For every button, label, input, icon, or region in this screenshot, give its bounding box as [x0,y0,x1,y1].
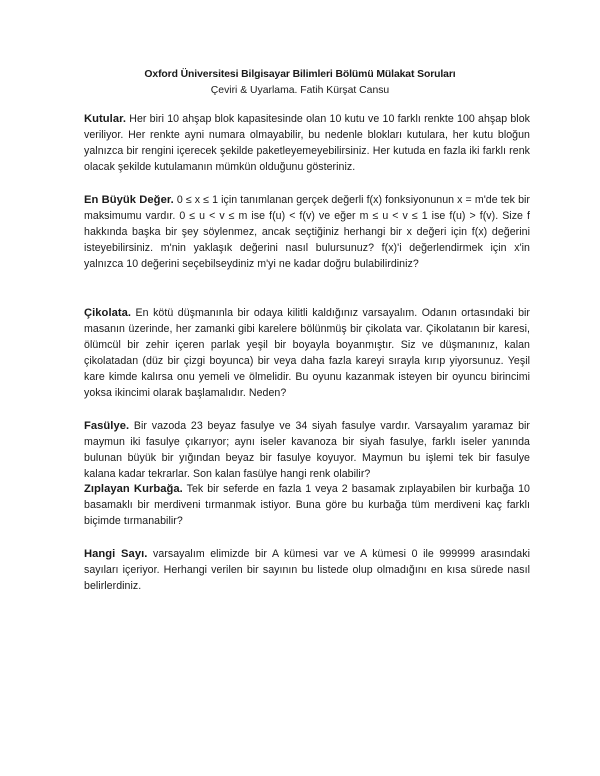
section-body: Tek bir seferde en fazla 1 veya 2 basamak zıplayabilen bir kurbağa 10 basamaklı bir merdiveni tırmanmak istiyor. Buna göre bu kurbağa tüm merdiveni kaç farklı biçimde tırmanabilir? [84,483,530,528]
section-body: varsayalım elimizde bir A kümesi var ve A kümesi 0 ile 999999 arasındaki sayıları içeriyor. Herhangi verilen bir sayının bu listede olup olmadığını en kısa sürede nasıl belirlerdiniz. [84,548,530,593]
section-heading: Zıplayan Kurbağa. [84,483,183,495]
section-hangi-sayi [84,546,530,594]
document-subtitle: Çeviri & Uyarlama. Fatih Kürşat Cansu [210,85,390,96]
section-heading: Kutular. [84,113,127,125]
section-cikolata [84,305,530,402]
section-heading: Hangi Sayı. [84,548,148,560]
section-body: 0 ≤ x ≤ 1 için tanımlanan gerçek değerli f(x) fonksiyonunun x = m'de tek bir maksimumu vardır. 0 ≤ u < v ≤ m ise f(u) < f(v) ve eğer m ≤ u < v ≤ 1 ise f(u) > f(v). Size f hakkında başka bir şey söylenmez, ancak seçtiğiniz herhangi bir x değeri için f(x) değerini isteyebilirsiniz. m'nin yaklaşık değerini nasıl bulursunuz? f(x)'i değerlendirmek için x'in yalnızca 10 değerini seçebilseydiniz m'yi ne kadar doğru bulabilirdiniz? [84,194,530,271]
section-ziplayan-kurbaga [84,481,530,529]
section-kutular [84,111,530,175]
section-fasulye [84,418,530,482]
section-en-buyuk-deger [84,192,530,272]
section-body: Her biri 10 ahşap blok kapasitesinde olan 10 kutu ve 10 farklı renkte 100 ahşap blok veriliyor. Her renkte ayni numara olmayabilir, bu nedenle blokları kutulara, her kutu bloğun yalnızca bir rengini içerecek şekilde paketleyemeyebilirsiniz. Her kutuda en fazla iki farklı renk olacak şekilde kutulamanın mümkün olduğunu gösteriniz. [84,113,530,174]
section-body: En kötü düşmanınla bir odaya kilitli kaldığınız varsayalım. Odanın ortasındaki bir masanın üzerinde, her zamanki gibi karelere bölünmüş bir çikolata var. Çikolatanın bir karesi, ölümcül bir zehir içeren parlak yeşil bir boyayla boyanmıştır. Siz ve düşmanınız, kalan çikolatadan (düz bir çizgi boyunca) bir veya daha fazla kareyi sırayla kırıp yiyorsunuz. Yeşil kare kimde kalırsa onu yemeli ve ölmelidir. Bu oyunu kazanmak isteyen bir oyuncu birincimi yoksa ikincimi olarak başlamalıdır. Neden? [84,307,530,400]
section-body: Bir vazoda 23 beyaz fasulye ve 34 siyah fasulye vardır. Varsayalım yaramaz bir maymun iki fasulye çıkarıyor; aynı iseler kavanoza bir siyah fasulye, farklı iseler yanında bulunan büyük bir yığından beyaz bir fasulye koyuyor. Maymun bu işlemi tek bir fasulye kalana kadar tekrarlar. Son kalan fasülye hangi renk olabilir? [84,420,530,481]
document-title: Oxford Üniversitesi Bilgisayar Bilimleri Bölümü Mülakat Soruları [144,69,456,80]
section-heading: Fasülye. [84,420,130,432]
section-heading: Çikolata. [84,307,132,319]
section-heading: En Büyük Değer. [84,194,174,206]
title-block [0,67,600,99]
